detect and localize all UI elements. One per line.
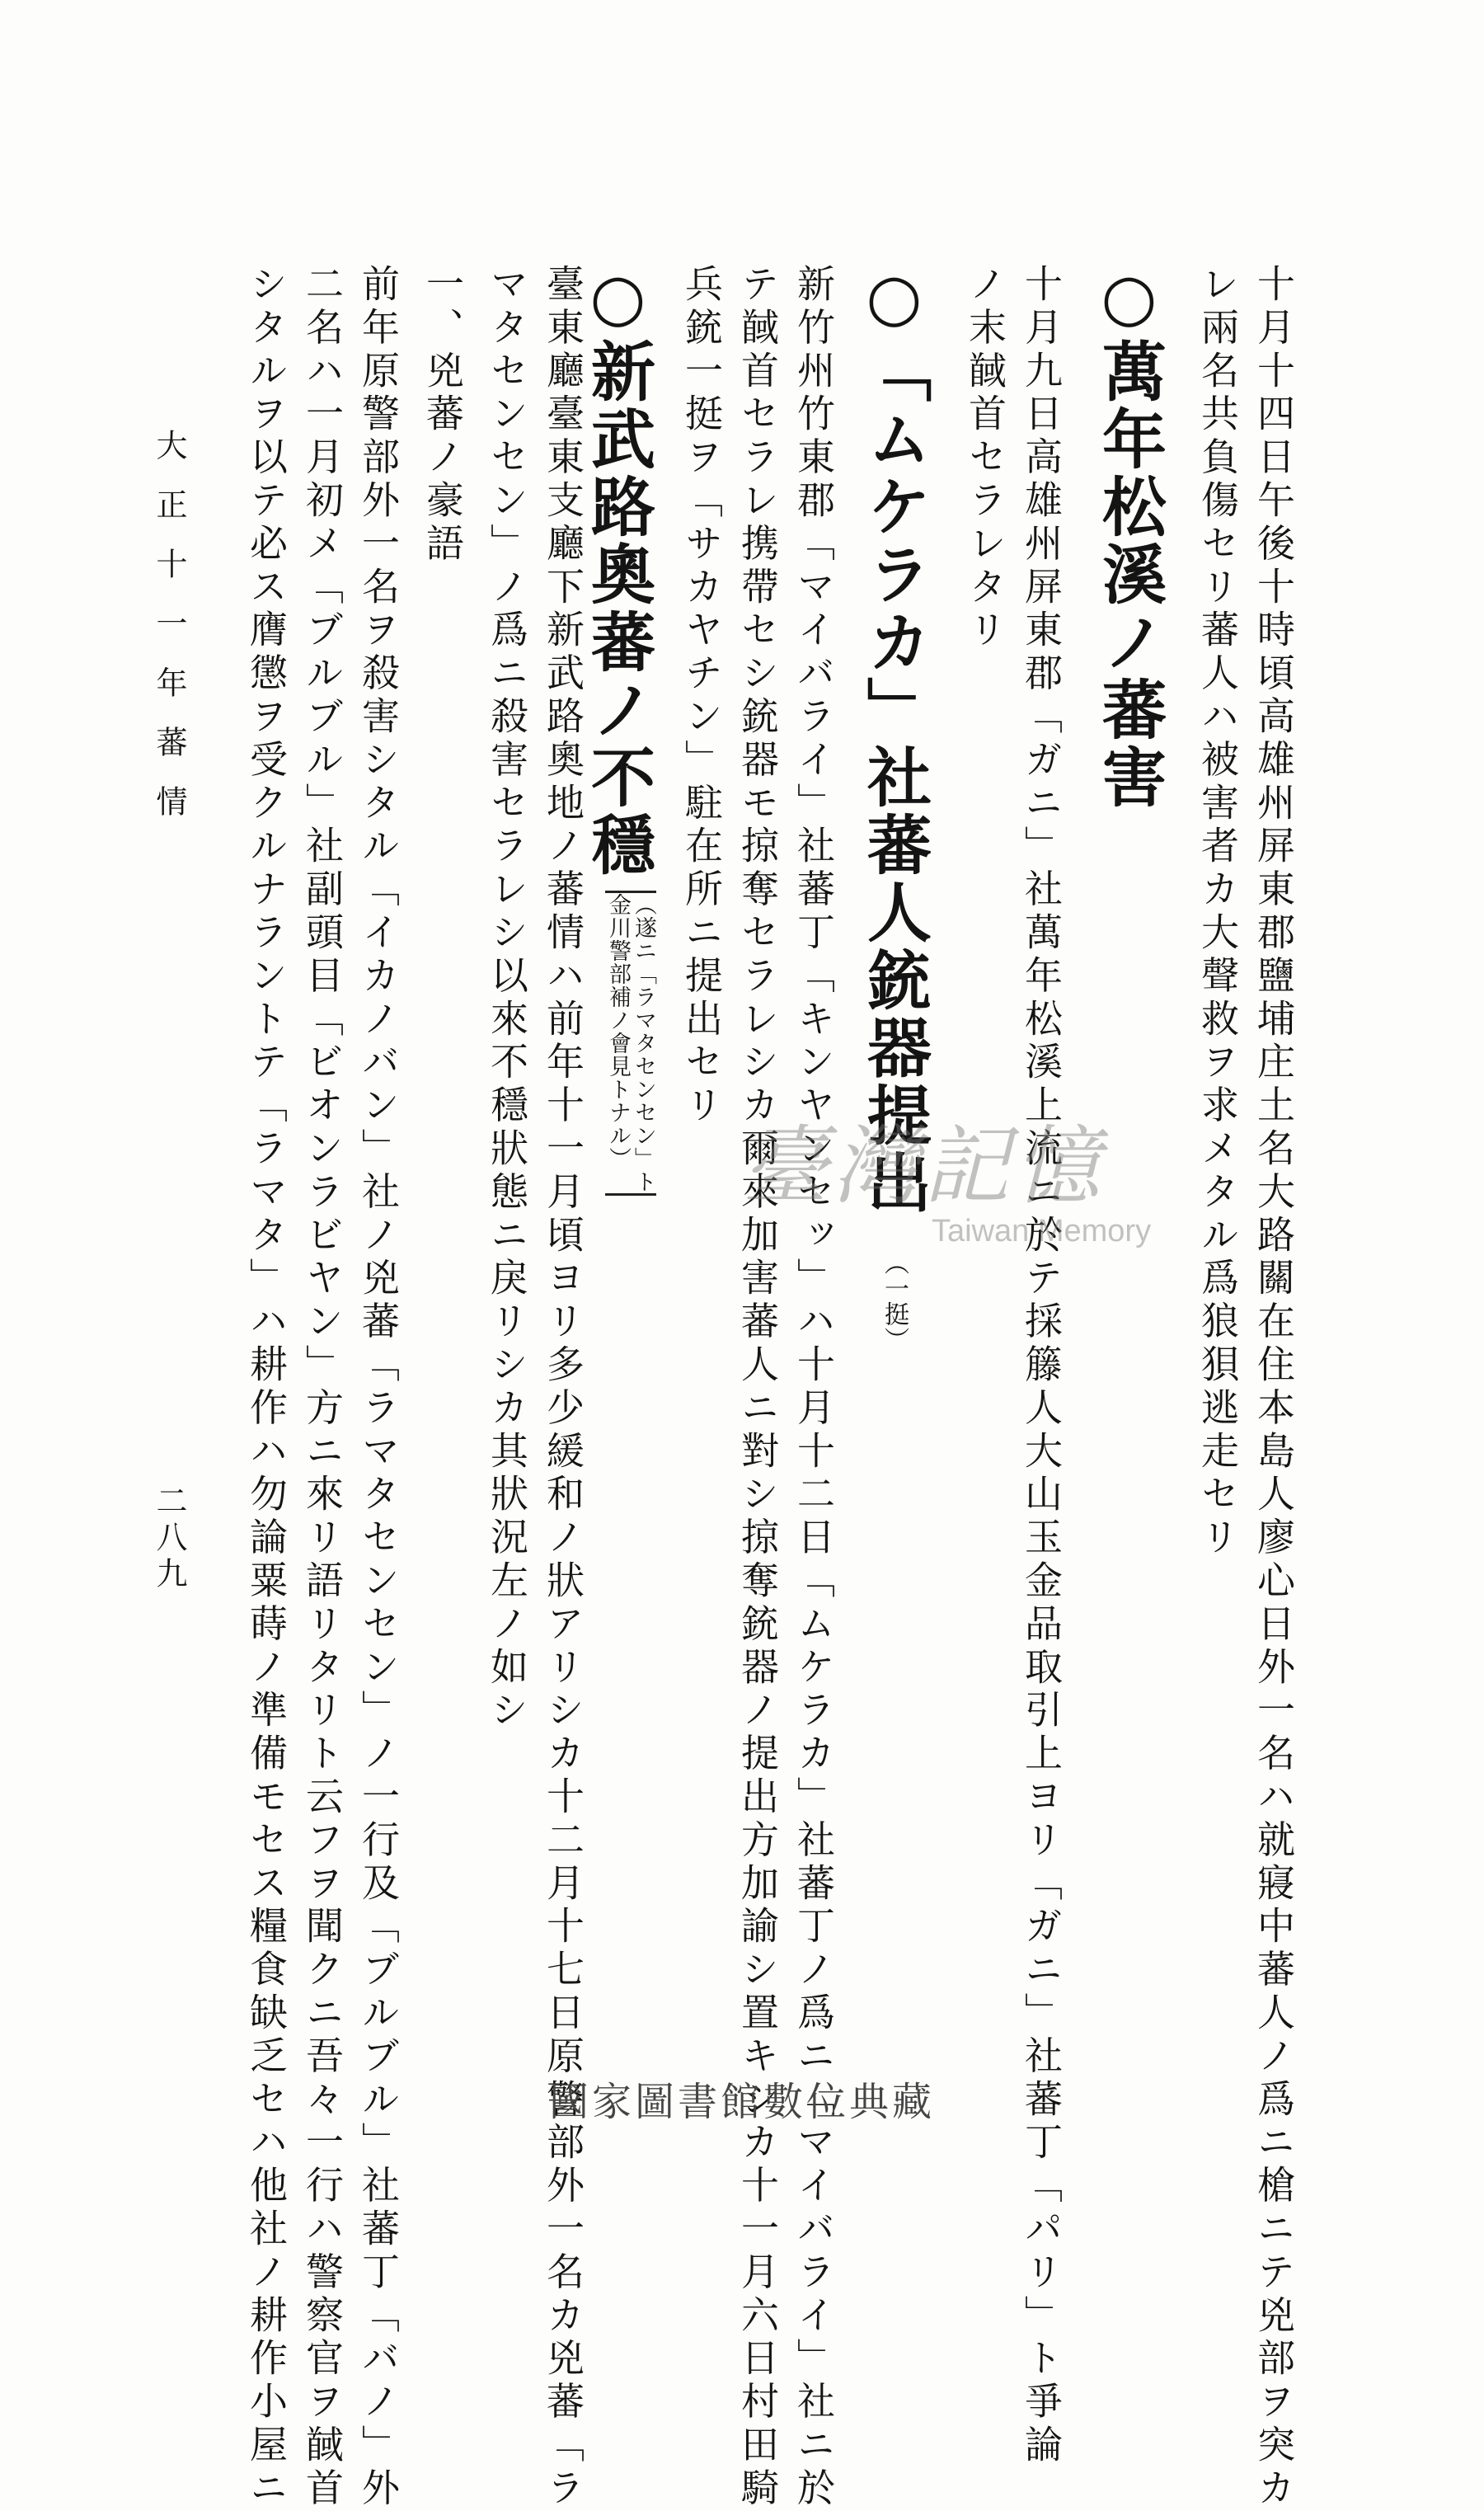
heading-3-notes xyxy=(605,891,656,1196)
footer-archive-label: 國家圖書館數位典藏 xyxy=(548,2079,935,2125)
text-column-3: 十月九日高雄州屏東郡「ガニ」社萬年松溪上流ニ於テ採籐人大山玉金品取引上ヨリ「ガニ」社蕃丁「パリ」ト爭論 xyxy=(1019,264,1064,2468)
text-column-7: 兵銃一挺ヲ「サカヤチン」駐在所ニ提出セリ xyxy=(679,264,724,1128)
page-number: 二八九 xyxy=(151,1484,187,1593)
list-item-heading: 一、兇蕃ノ豪語 xyxy=(420,264,465,567)
text-column-4: ノ末馘首セラレタリ xyxy=(963,264,1007,653)
watermark-chinese: 臺灣記憶 xyxy=(742,1116,1106,1216)
heading-2-note: （一挺） xyxy=(880,1250,909,1352)
text-column-12: シタルヲ以テ必ス膺懲ヲ受クルナラントテ「ラマタ」ハ耕作ハ勿論粟蒔ノ準備モセス糧食缺乏セハ他社ノ耕作小屋ニ xyxy=(244,264,289,2511)
text-column-8: 臺東廳臺東支廳下新武路奧地ノ蕃情ハ前年十一月頃ヨリ多少緩和ノ狀アリシカ十二月十七日原警部外一名カ兇蕃「ラ xyxy=(541,264,585,2511)
running-header: 大正十一年蕃情 xyxy=(151,429,187,844)
section-heading-2 xyxy=(857,260,932,1352)
text-column-11: 二名ハ一月初メ「ブルブル」社副頭目「ビオンラビヤン」方ニ來リ語リタリト云フヲ聞クニ吾々一行ハ警察官ヲ馘首 xyxy=(300,264,345,2511)
text-column-1: 十月十四日午後十時頃高雄州屏東郡鹽埔庄土名大路關在住本島人廖心日外一名ハ就寢中蕃人ノ爲ニ槍ニテ兇部ヲ突カ xyxy=(1252,264,1296,2511)
section-heading-3 xyxy=(580,260,657,1196)
heading-3-title: ○新武路奧蕃ノ不穩 xyxy=(580,260,655,879)
heading-3-note-b: 金川警部補ノ會見トナル） xyxy=(605,893,631,1170)
text-column-10: 前年原警部外一名ヲ殺害シタル「イカノバン」社ノ兇蕃「ラマタセンセン」ノ一行及「ブルブル」社蕃丁「バノ」外 xyxy=(356,264,401,2511)
heading-3-note-a: （遂ニ「ラマタセンセン」ト xyxy=(631,893,657,1193)
watermark-english: Taiwan Memory xyxy=(932,1214,1152,1248)
text-column-6: テ馘首セラレ携帶セシ銃器モ掠奪セラレシカ爾來加害蕃人ニ對シ掠奪銃器ノ提出方加諭シ置キシカ十一月六日村田騎 xyxy=(735,264,780,2511)
text-column-9: マタセンセン」ノ爲ニ殺害セラレシ以來不穩狀態ニ戾リシカ其狀況左ノ如シ xyxy=(485,264,529,1733)
section-heading-1: ○萬年松溪ノ蕃害 xyxy=(1092,260,1167,811)
text-column-2: レ兩名共負傷セリ蕃人ハ被害者カ大聲救ヲ求メタル爲狼狽逃走セリ xyxy=(1195,264,1240,1560)
heading-2-title: ○「ムケラカ」社蕃人銃器提出 xyxy=(857,260,932,1217)
text-column-5: 新竹州竹東郡「マイバライ」社蕃丁「キンヤンセッ」ハ十月十二日「ムケラカ」社蕃丁ノ爲ニ「マイバライ」社ニ於 xyxy=(791,264,836,2511)
